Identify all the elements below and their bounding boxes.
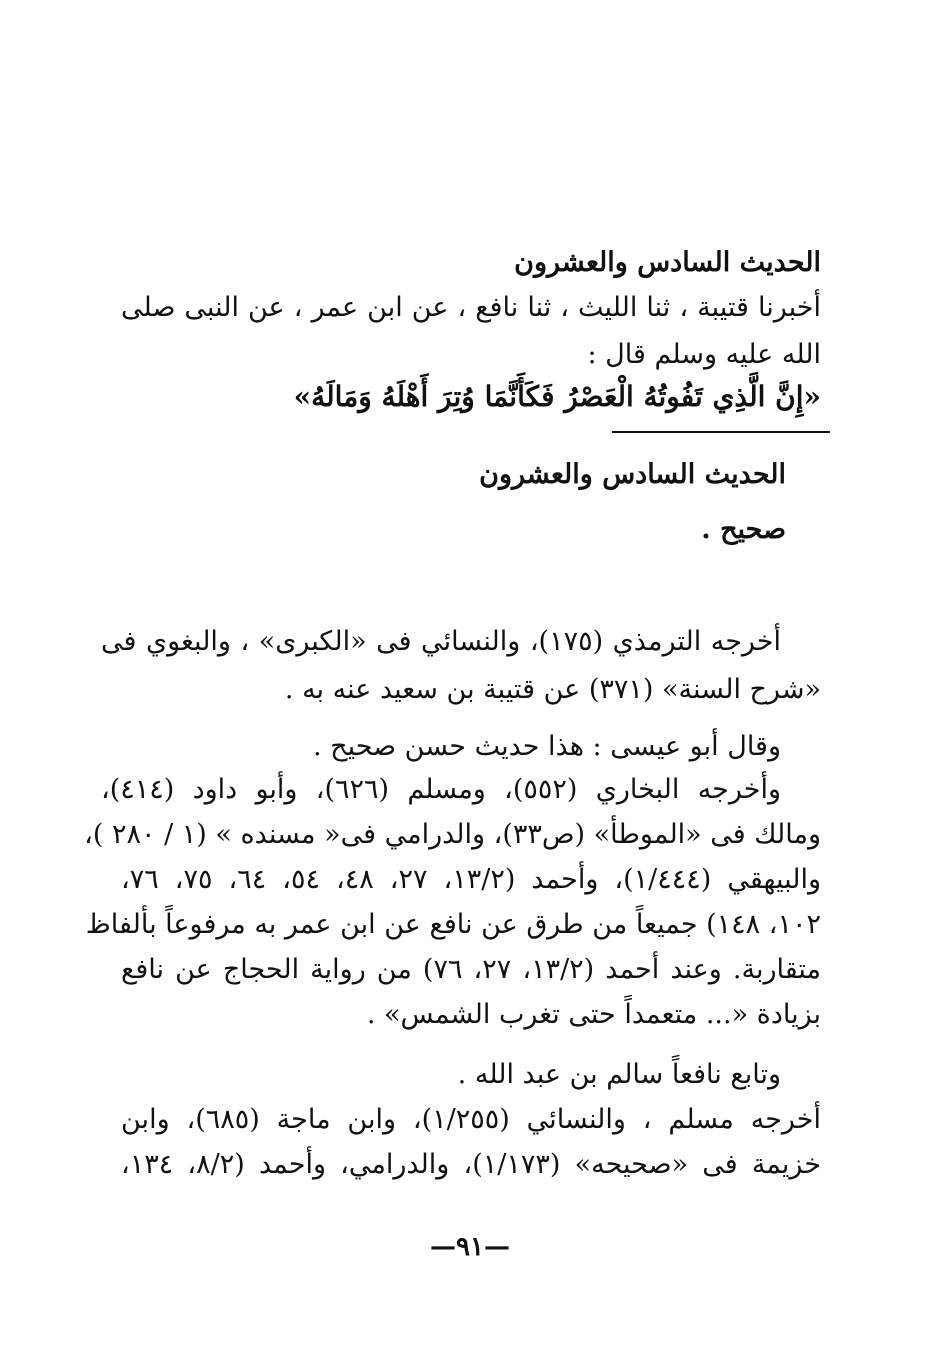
commentary-line: والبيهقي (١/٤٤٤)، وأحمد (١٣/٢، ٢٧، ٤٨، ٥٤، ٦٤، ٧٥، ٧٦، xyxy=(121,864,822,895)
commentary-line: خزيمة فى «صحيحه» (١/١٧٣)، والدرامي، وأحمد (٨/٢، ١٣٤، xyxy=(121,1149,822,1180)
hadith-heading: الحديث السادس والعشرون xyxy=(514,247,821,278)
commentary-line: وأخرجه البخاري (٥٥٢)، ومسلم (٦٢٦)، وأبو داود (٤١٤)، xyxy=(101,774,781,805)
commentary-line: «شرح السنة» (٣٧١) عن قتيبة بن سعيد عنه به . xyxy=(284,674,821,705)
commentary-line: بزيادة «... متعمداً حتى تغرب الشمس» . xyxy=(366,999,821,1030)
commentary-heading: الحديث السادس والعشرون xyxy=(479,459,786,490)
isnad-line: أخبرنا قتيبة ، ثنا الليث ، ثنا نافع ، عن ابن عمر ، عن النبى صلى xyxy=(121,292,821,323)
commentary-line: أخرجه الترمذي (١٧٥)، والنسائي فى «الكبرى» ، والبغوي فى xyxy=(101,626,781,657)
commentary-line: وتابع نافعاً سالم بن عبد الله . xyxy=(457,1059,781,1090)
commentary-line: وقال أبو عيسى : هذا حديث حسن صحيح . xyxy=(312,731,781,762)
commentary-line: متقاربة. وعند أحمد (١٣/٢، ٢٧، ٧٦) من رواية الحجاج عن نافع xyxy=(121,954,821,985)
hadith-grade: صحيح . xyxy=(701,514,786,545)
isnad-line: الله عليه وسلم قال : xyxy=(587,339,821,370)
hadith-matn: «إِنَّ الَّذِي تَفُوتُهُ الْعَصْرُ فَكَأَنَّمَا وُتِرَ أَهْلَهُ وَمَالَهُ» xyxy=(293,380,821,413)
commentary-line: أخرجه مسلم ، والنسائي (١/٢٥٥)، وابن ماجة (٦٨٥)، وابن xyxy=(121,1104,821,1135)
page-number: —٩١— xyxy=(430,1232,510,1262)
section-divider xyxy=(612,431,830,433)
commentary-line: ١٠٢، ١٤٨) جميعاً من طرق عن نافع عن ابن عمر به مرفوعاً بألفاظ xyxy=(85,909,821,940)
commentary-line: ومالك فى «الموطأ» (ص٣٣)، والدرامي فى« مسنده » (١ / ٢٨٠ )، xyxy=(84,819,821,850)
